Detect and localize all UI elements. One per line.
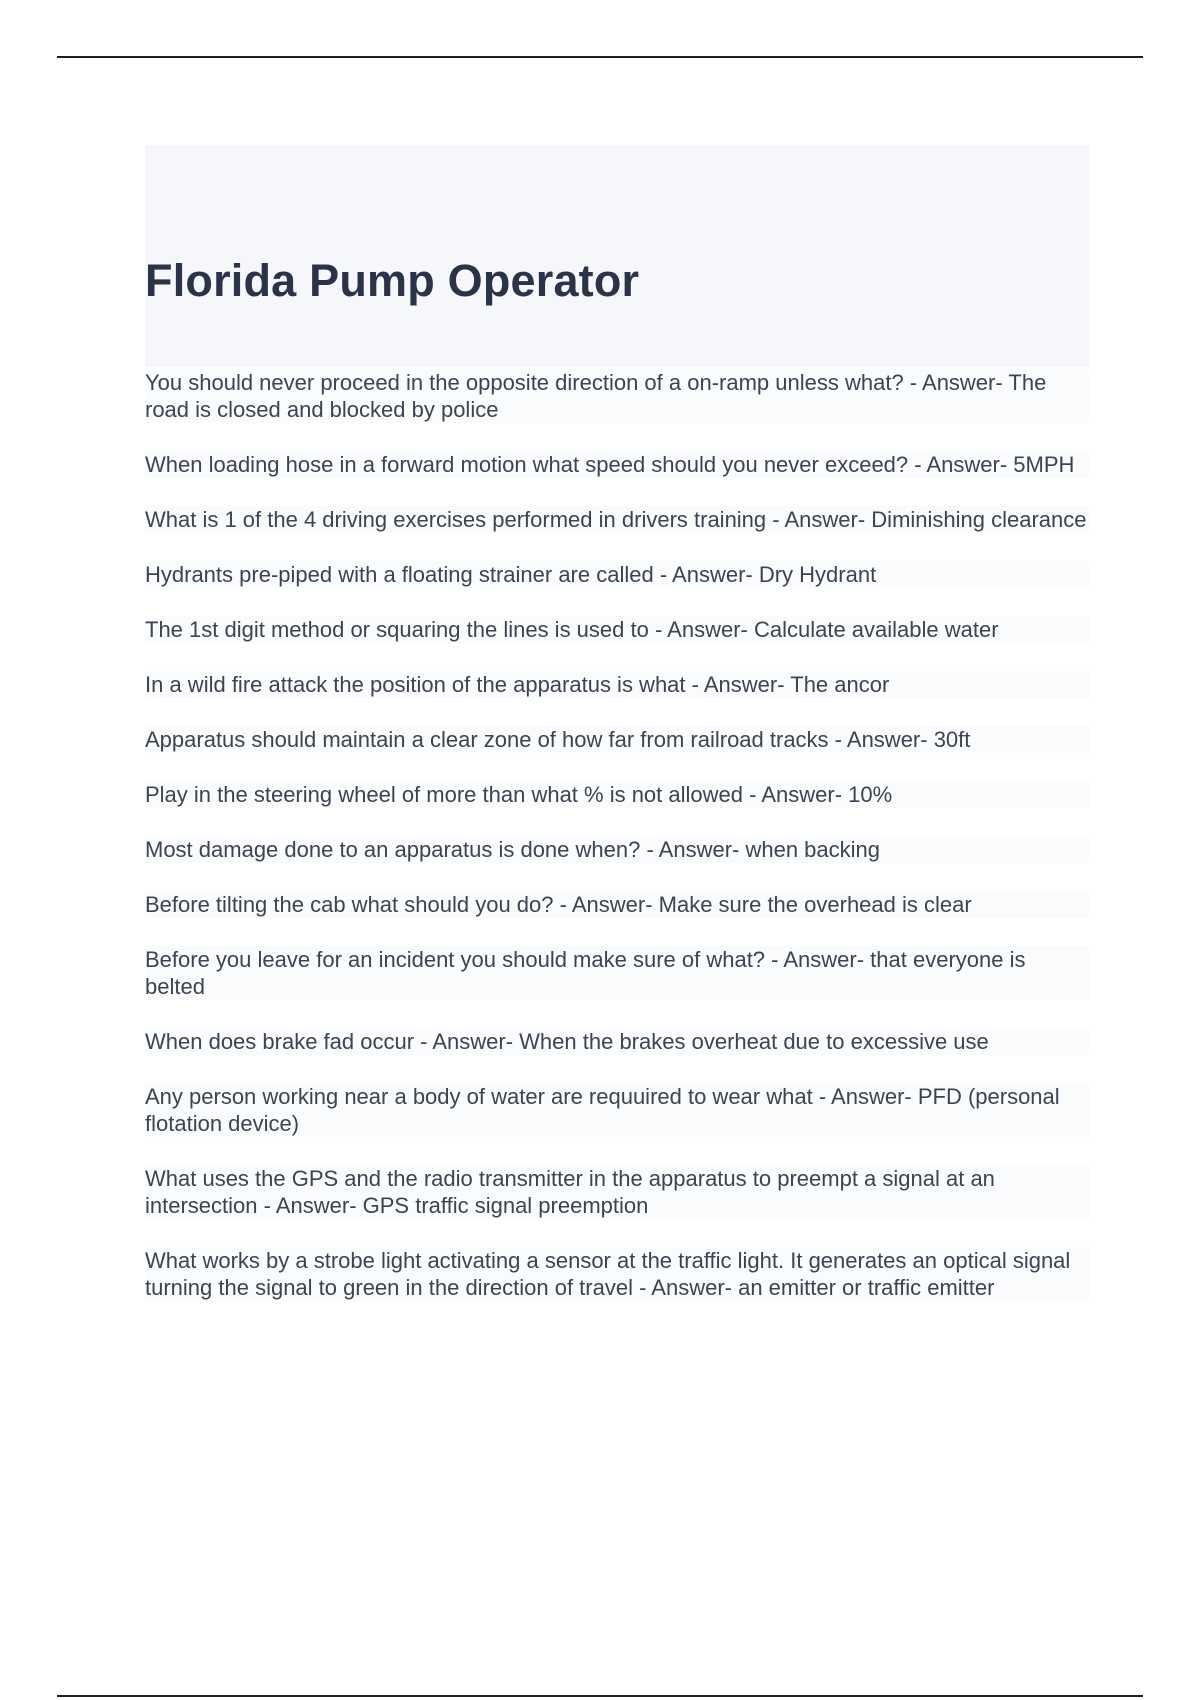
page-title: Florida Pump Operator bbox=[145, 255, 640, 306]
qa-item: Before tilting the cab what should you do? - Answer- Make sure the overhead is clear bbox=[145, 891, 1089, 918]
qa-item: Apparatus should maintain a clear zone of how far from railroad tracks - Answer- 30ft bbox=[145, 726, 1089, 753]
qa-item: When does brake fad occur - Answer- When the brakes overheat due to excessive use bbox=[145, 1028, 1089, 1055]
qa-item: In a wild fire attack the position of the apparatus is what - Answer- The ancor bbox=[145, 671, 1089, 698]
top-divider bbox=[57, 56, 1143, 58]
qa-item: What is 1 of the 4 driving exercises performed in drivers training - Answer- Diminishing clearance bbox=[145, 506, 1089, 533]
qa-item: What uses the GPS and the radio transmitter in the apparatus to preempt a signal at an intersection - Answer- GPS traffic signal preemption bbox=[145, 1165, 1089, 1219]
document-content bbox=[145, 145, 1089, 1329]
qa-item: The 1st digit method or squaring the lines is used to - Answer- Calculate available water bbox=[145, 616, 1089, 643]
qa-list bbox=[145, 369, 1089, 1301]
bottom-divider bbox=[57, 1695, 1143, 1697]
qa-item: Hydrants pre-piped with a floating strainer are called - Answer- Dry Hydrant bbox=[145, 561, 1089, 588]
qa-item: Any person working near a body of water are requuired to wear what - Answer- PFD (personal flotation device) bbox=[145, 1083, 1089, 1137]
qa-item: Before you leave for an incident you should make sure of what? - Answer- that everyone is belted bbox=[145, 946, 1089, 1000]
qa-item: What works by a strobe light activating a sensor at the traffic light. It generates an optical signal turning the signal to green in the direction of travel - Answer- an emitter or traffic emitter bbox=[145, 1247, 1089, 1301]
qa-item: Play in the steering wheel of more than what % is not allowed - Answer- 10% bbox=[145, 781, 1089, 808]
qa-item: Most damage done to an apparatus is done when? - Answer- when backing bbox=[145, 836, 1089, 863]
qa-item: When loading hose in a forward motion what speed should you never exceed? - Answer- 5MPH bbox=[145, 451, 1089, 478]
title-block bbox=[145, 145, 1089, 367]
qa-item: You should never proceed in the opposite direction of a on-ramp unless what? - Answer- The road is closed and blocked by police bbox=[145, 369, 1089, 423]
